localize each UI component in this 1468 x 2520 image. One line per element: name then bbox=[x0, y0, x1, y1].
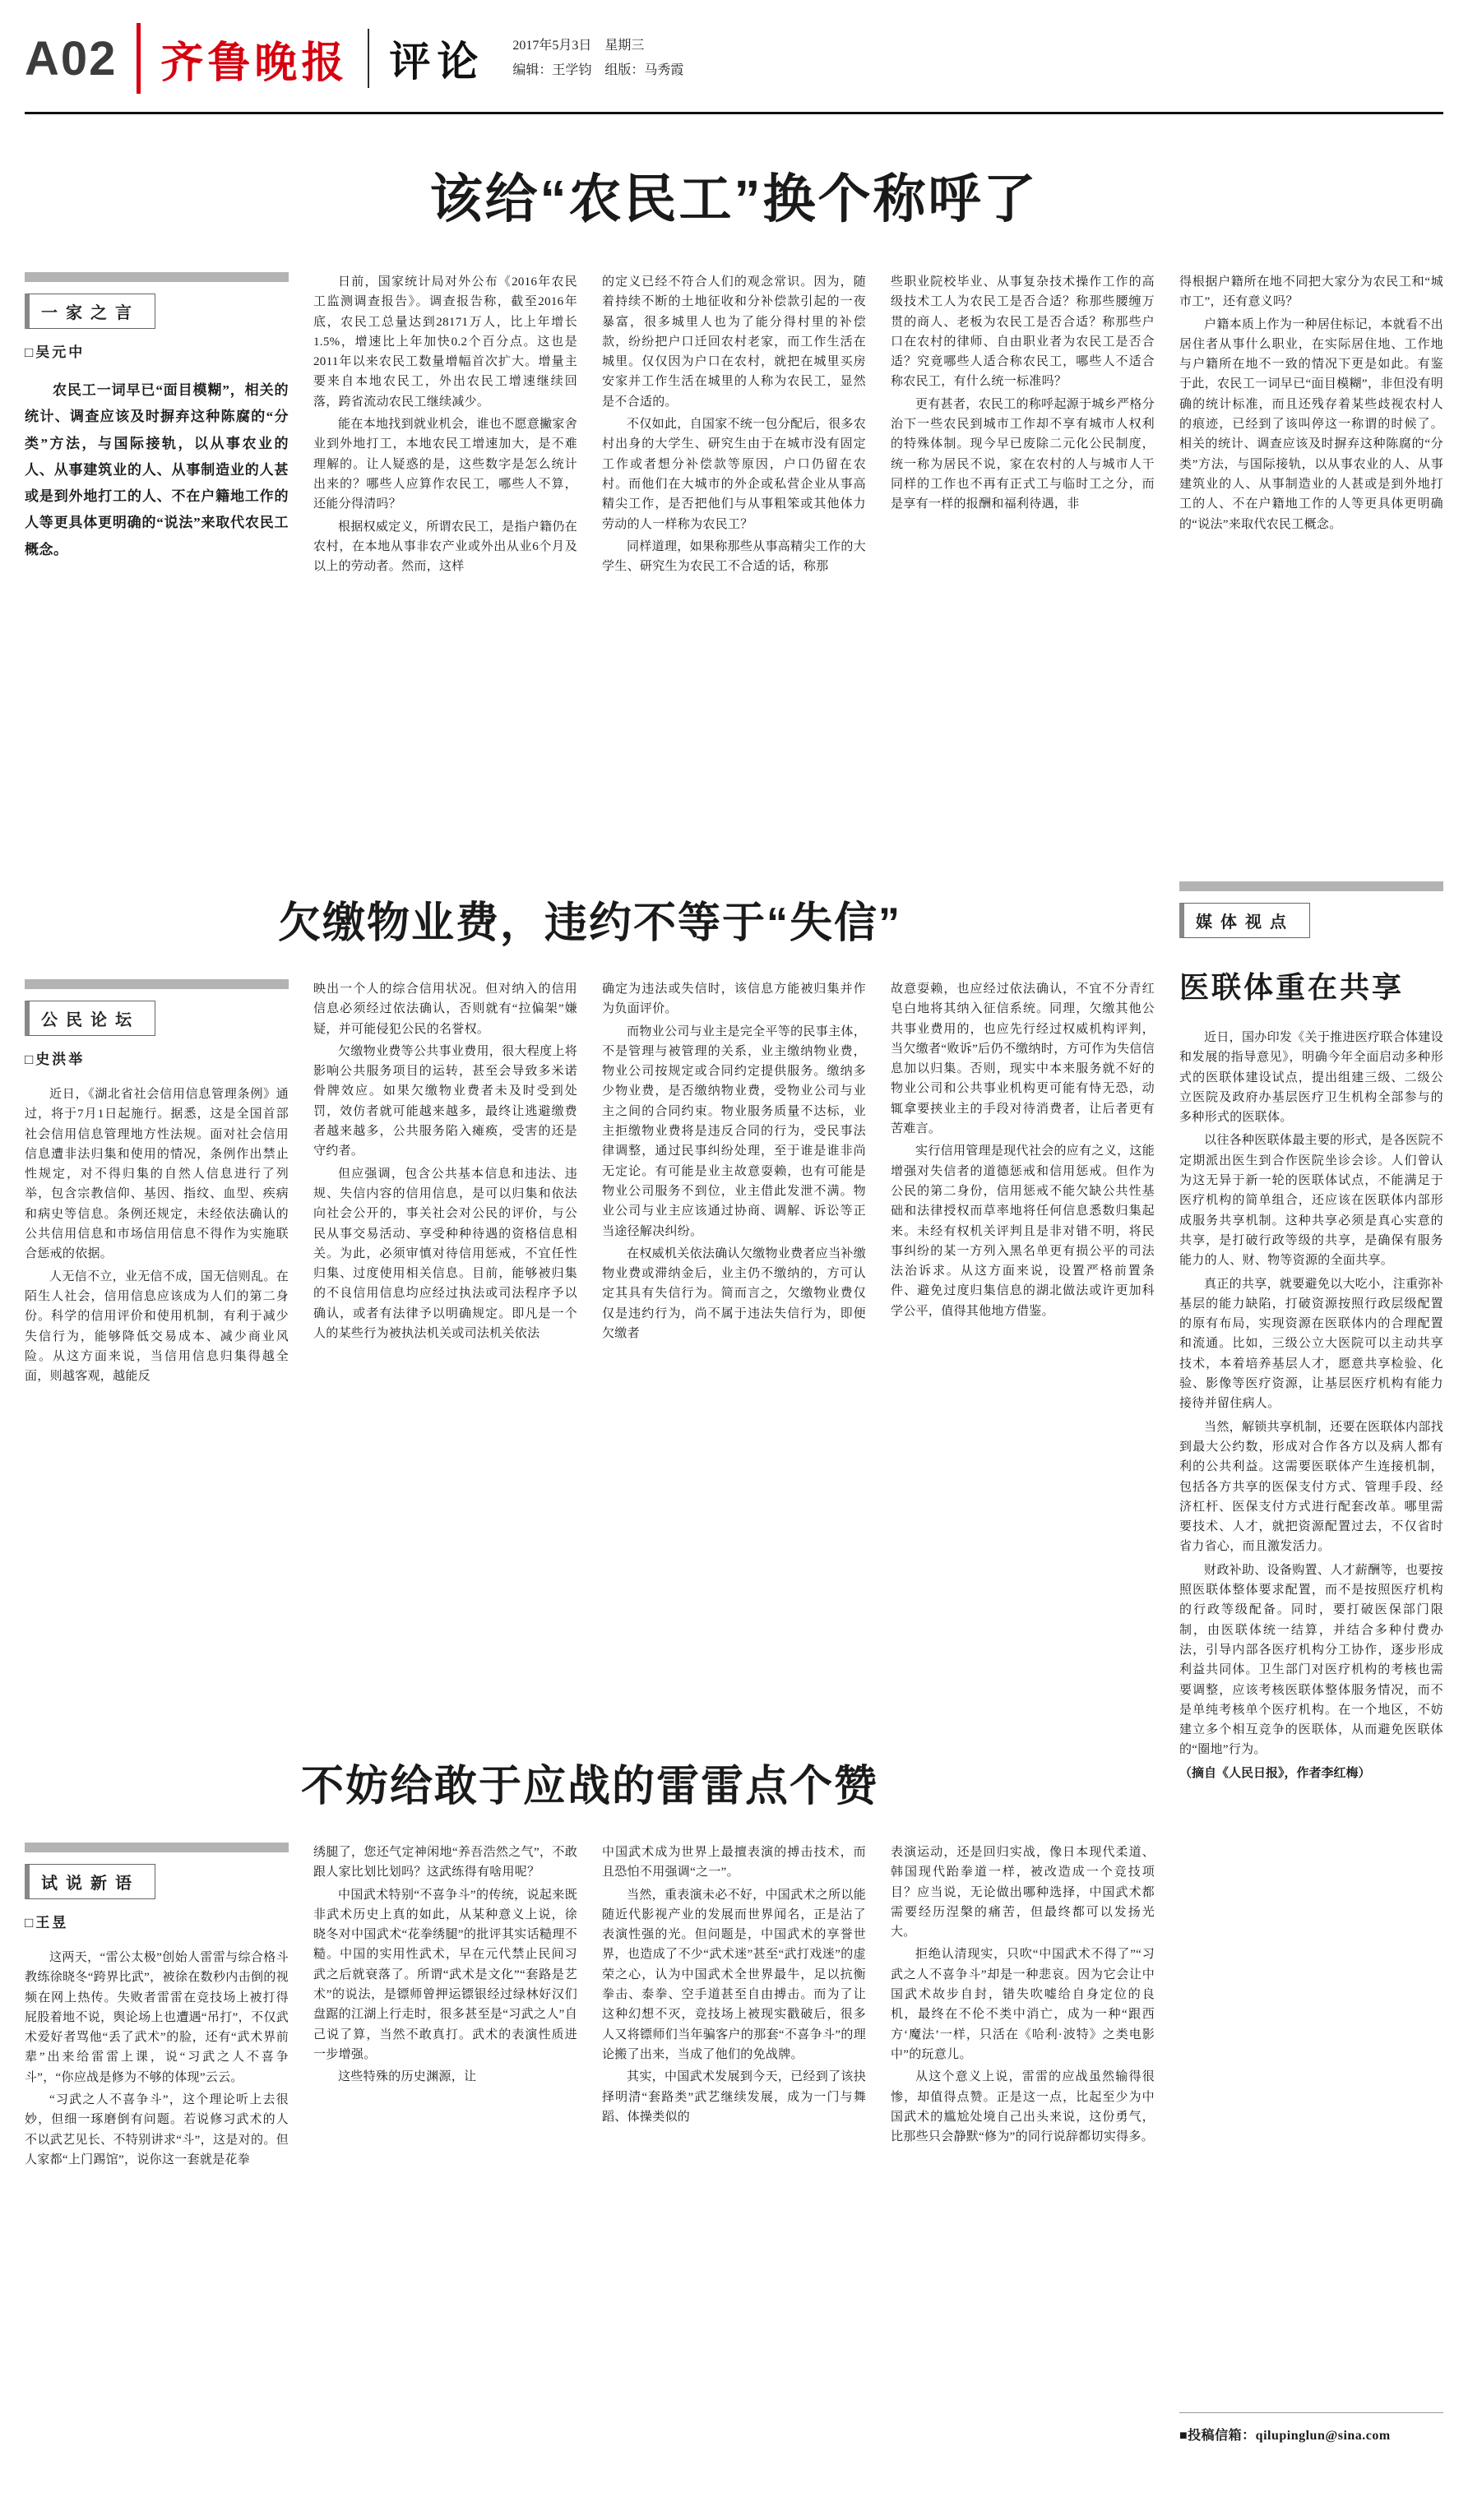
text-column bbox=[602, 979, 866, 1715]
middle-left bbox=[25, 881, 1155, 2444]
body-paragraph: 不仅如此，自国家不统一包分配后，很多农村出身的大学生、研究生由于在城市没有固定工作或者想分补偿款等原因，户口仍留在农村。而他们在大城市的外企或私营企业从事高精尖工作，是否把他们与从事粗笨或其他体力劳动的人一样称为农民工？ bbox=[602, 418, 866, 531]
label-bar bbox=[25, 272, 289, 282]
body-paragraph: 更有甚者，农民工的称呼起源于城乡严格分治下一些农民到城市工作却不享有城市人权利的特殊体制。现今早已废除二元化公民制度，统一称为居民不说，家在农村的人与城市人干同样的工作也不再有正式工与临时工之分，而是享有一样的报酬和福利待遇，非 bbox=[891, 397, 1155, 511]
label-bar bbox=[1179, 881, 1443, 891]
date-block bbox=[512, 34, 683, 84]
body-paragraph: 的定义已经不符合人们的观念常识。因为，随着持续不断的土地征收和分补偿款引起的一夜暴富，很多城里人也为了能分得村里的补偿款，纷纷把户口迁回农村老家，而工作生活在城里。仅仅因为户口在农村，就把在城里买房安家并工作生活在城里的人称为农民工，显然是不合适的。 bbox=[602, 275, 866, 409]
publish-date: 2017年5月3日 星期三 bbox=[512, 38, 645, 53]
newspaper-logo: 齐鲁晚报 bbox=[160, 39, 349, 87]
body-paragraph: 当然，解锁共享机制，还要在医联体内部找到最大公约数，形成对合作各方以及病人都有利的公共利益。这需要医联体产生连接机制，包括各方共享的医保支付方式、管理手段、经济杠杆、医保支付方式进行配套改革。哪里需要技术、人才，就把资源配置过去，不仅省时省力省心，而且激发活力。 bbox=[1179, 1420, 1443, 1554]
vertical-divider bbox=[368, 29, 369, 88]
article-columns bbox=[25, 272, 1443, 852]
body-paragraph: 日前，国家统计局对外公布《2016年农民工监测调查报告》。调查报告称，截至2016年底，农民工总量达到28171万人，比上年增长1.5%，增速比上年加快0.2个百分点。这也是2011年以来农民工数量增幅首次扩大。增量主要来自本地农民工，外出农民工增速继续回落，跨省流动农民工继续减少。 bbox=[313, 275, 577, 409]
article-migrant-workers bbox=[25, 114, 1443, 852]
body-paragraph: 拒绝认清现实，只吹“中国武术不得了”“习武之人不喜争斗”却是一种悲哀。因为它会让中国武术故步自封，错失吹嘘给自身定位的良机，最终在不伦不类中消亡，成为一种“跟西方‘魔法’一样，只活在《哈利·波特》之类电影中”的玩意儿。 bbox=[891, 1948, 1155, 2061]
red-divider bbox=[137, 23, 141, 94]
editors-line: 编辑：王学钧 组版：马秀霞 bbox=[512, 63, 684, 77]
source-attribution: （摘自《人民日报》，作者李红梅） bbox=[1179, 1766, 1371, 1780]
masthead bbox=[25, 0, 1443, 114]
section-title: 评论 bbox=[389, 39, 485, 85]
column-label-block bbox=[1179, 881, 1443, 938]
column-label: 试说新语 bbox=[25, 1864, 155, 1899]
body-paragraph: 实行信用管理是现代社会的应有之义，这能增强对失信者的道德惩戒和信用惩戒。但作为公民的第二身份，信用惩戒不能欠缺公共性基础和法律授权而草率地将任何信息悉数归集起来。未经有权机关评判且是非对错不明，将民事纠纷的某一方列入黑名单更有损公平的司法法治诉求。从这方面来说，设置严格前置条件、避免过度归集信息的湖北做法或许更加科学公平，值得其他地方借鉴。 bbox=[891, 1144, 1155, 1318]
text-column bbox=[1179, 272, 1443, 852]
author-byline: □史洪举 bbox=[25, 1052, 86, 1067]
text-column bbox=[25, 979, 289, 1715]
body-paragraph: 这些特殊的历史渊源，让 bbox=[338, 2070, 477, 2084]
intro-column bbox=[25, 272, 289, 852]
middle-zone bbox=[25, 881, 1443, 2444]
body-paragraph: 以往各种医联体最主要的形式，是各医院不定期派出医生到合作医院坐诊会诊。人们曾认为这无异于新一轮的医联体试点，不能满足于医疗机构的简单组合，还应该在医联体内部形成服务共享机制。这种共享必须是真心实意的共享，是打破行政等级的共享，是确保有服务能力的人、财、物等资源的全面共享。 bbox=[1179, 1134, 1443, 1268]
article-property-fees bbox=[25, 888, 1155, 1715]
body-paragraph: 故意耍赖，也应经过依法确认，不宜不分青红皂白地将其纳入征信系统。同理，欠缴其他公共事业费用的，也应先行经过权威机构评判，当欠缴者“败诉”后仍不缴纳时，方可作为失信信息加以归集。否则，现实中本来服务就不好的物业公司和公共事业机构更可能有恃无恐，动辄拿要挟业主的手段对待消费者，让后者更有苦难言。 bbox=[891, 983, 1155, 1136]
body-paragraph: 映出一个人的综合信用状况。但对纳入的信用信息必须经过依法确认，否则就有“拉偏架”嫌疑，并可能侵犯公民的名誉权。 bbox=[313, 983, 577, 1036]
media-viewpoint-column bbox=[1179, 881, 1443, 2444]
body-paragraph: 户籍本质上作为一种居住标记，本就看不出居住者从事什么职业，在实际居住地、工作地与户籍所在地不一致的情况下更是如此。有鉴于此，农民工一词早已“面目模糊”，非但没有明确的统计标准，而且还残存着某些歧视农村人的痕迹，已经到了该叫停这一称谓的时候了。相关的统计、调查应该及时摒弃这种陈腐的“分类”方法，与国际接轨，以从事农业的人、从事建筑业的人、从事制造业的人甚或是到外地打工的人、不在户籍地工作的人等更具体更明确的“说法”来取代农民工概念。 bbox=[1179, 317, 1443, 531]
text-column bbox=[891, 1843, 1155, 2381]
body-paragraph: 绣腿了，您还气定神闲地“养吾浩然之气”，不敢跟人家比划比划吗？这武练得有啥用呢？ bbox=[313, 1846, 577, 1880]
column-label-block bbox=[25, 272, 289, 329]
article-columns bbox=[25, 979, 1155, 1715]
body-paragraph: 欠缴物业费等公共事业费用，很大程度上将影响公共服务项目的运转，甚至会导致多米诺骨牌效应。如果欠缴物业费者未及时受到处罚，效仿者就可能越来越多，最终让逃避缴费者越来越多，公共服务陷入瘫痪，受害的还是守约者。 bbox=[313, 1044, 577, 1158]
page-number: A02 bbox=[25, 31, 118, 86]
submission-mailbox: ■投稿信箱：qilupinglun@sina.com bbox=[1179, 2412, 1443, 2444]
body-paragraph: “习武之人不喜争斗”，这个理论听上去很妙，但细一琢磨倒有问题。若说修习武术的人不以武艺见长、不特别讲求“斗”，这是对的。但人家都“上门踢馆”，说你这一套就是花拳 bbox=[25, 2093, 289, 2166]
body-paragraph: 中国武术成为世界上最擅表演的搏击技术，而且恐怕不用强调“之一”。 bbox=[602, 1846, 866, 1880]
article-headline: 医联体重在共享 bbox=[1179, 970, 1405, 1004]
body-paragraph: 而物业公司与业主是完全平等的民事主体，不是管理与被管理的关系，业主缴纳物业费，物业公司按规定或合同约定提供服务。缴纳多少物业费，是否缴纳物业费，受物业公司与业主之间的合同约束。物业服务质量不达标，业主拒缴物业费将是违反合同的行为，受民事法律调整，通过民事纠纷处理，至于谁是谁非尚无定论。有可能是业主故意耍赖，也有可能是物业公司服务不到位，业主借此发泄不满。物业公司与业主应该通过协商、调解、诉讼等正当途径解决纠纷。 bbox=[602, 1024, 866, 1238]
author-byline: □吴元中 bbox=[25, 344, 86, 360]
body-paragraph: 但应强调，包含公共基本信息和违法、违规、失信内容的信用信息，是可以归集和依法向社会公开的，事关社会对公民的评价，与公民从事交易活动、享受种种待遇的资格信息相关。为此，必须审慎对待信用惩戒，不宜任性归集、过度使用相关信息。目前，能够被归集的不良信用信息均应经过执法或司法程序予以确认，或者有法律予以明确规定。即凡是一个人的某些行为被执法机关或司法机关依法 bbox=[313, 1167, 577, 1341]
column-label: 媒体视点 bbox=[1179, 903, 1310, 938]
text-column bbox=[313, 272, 577, 852]
body-paragraph: 中国武术特别“不喜争斗”的传统，说起来既非武术历史上真的如此，从某种意义上说，徐晓冬对中国武术“花拳绣腿”的批评其实话糙理不糙。中国的实用性武术，早在元代禁止民间习武之后就衰落了。所谓“武术是文化”“套路是艺术”的说法，是镖师曾押运镖银经过绿林好汉们盘踞的江湖上行走时，很多甚至是“习武之人”自己说了算，当然不敢真打。武术的表演性质进一步增强。 bbox=[313, 1888, 577, 2061]
body-paragraph: 这两天，“雷公太极”创始人雷雷与综合格斗教练徐晓冬“跨界比武”，被徐在数秒内击倒的视频在网上热传。失败者雷雷在竞技场上被打得屁股着地不说，舆论场上也遭遇“吊打”，不仅武术爱好者骂他“丢了武术”的脸，还有“武术界前辈”出来给雷雷上课，说“习武之人不喜争斗”，“你应战是修为不够的体现”云云。 bbox=[25, 1951, 289, 2084]
body-paragraph: 财政补助、设备购置、人才薪酬等，也要按照医联体整体要求配置，而不是按照医疗机构的行政等级配备。同时，要打破医保部门限制，由医联体统一结算，并结合多种付费办法，引导内部各医疗机构分工协作，逐步形成利益共同体。卫生部门对医疗机构的考核也需要调整，应该考核医联体整体服务情况，而不是单纯考核单个医疗机构。在一个地区，不妨建立多个相互竞争的医联体，从而避免医联体的“圈地”行为。 bbox=[1179, 1563, 1443, 1757]
text-column bbox=[891, 979, 1155, 1715]
text-column bbox=[25, 1843, 289, 2381]
body-paragraph: 能在本地找到就业机会，谁也不愿意撇家舍业到外地打工，本地农民工增速加大，是不难理解的。让人疑惑的是，这些数字是怎么统计出来的？哪些人应算作农民工，哪些人不算，还能分得清吗？ bbox=[313, 418, 577, 511]
text-column bbox=[313, 1843, 577, 2381]
body-paragraph: 真正的共享，就要避免以大吃小，注重弥补基层的能力缺陷，打破资源按照行政层级配置的原有布局，实现资源在医联体内的合理配置和流通。比如，三级公立大医院可以主动共享技术，本着培养基层人才，愿意共享检验、化验、影像等医疗资源，让基层医疗机构有能力接待并留住病人。 bbox=[1179, 1277, 1443, 1411]
column-label: 一家之言 bbox=[25, 294, 155, 329]
label-bar bbox=[25, 979, 289, 989]
body-paragraph: 同样道理，如果称那些从事高精尖工作的大学生、研究生为农民工不合适的话，称那 bbox=[602, 539, 866, 574]
body-paragraph: 从这个意义上说，雷雷的应战虽然输得很惨，却值得点赞。正是这一点，比起至少为中国武术的尴尬处境自己出头来说，这份勇气，比那些只会静默“修为”的同行说辞都切实得多。 bbox=[891, 2070, 1155, 2144]
article-martial-arts bbox=[25, 1751, 1155, 2381]
column-label-block bbox=[25, 1843, 289, 1899]
body-paragraph: 确定为违法或失信时，该信息方能被归集并作为负面评价。 bbox=[602, 983, 866, 1016]
body-paragraph: 表演运动，还是回归实战，像日本现代柔道、韩国现代跆拳道一样，被改造成一个竞技项目？应当说，无论做出哪种选择，中国武术都需要经历涅槃的痛苦，但最终都可以发扬光大。 bbox=[891, 1846, 1155, 1940]
article-intro: 农民工一词早已“面目模糊”，相关的统计、调查应该及时摒弃这种陈腐的“分类”方法，与国际接轨，以从事农业的人、从事建筑业的人、从事制造业的人甚或是到外地打工的人、不在户籍地工作的人等更具体更明确的“说法”来取代农民工概念。 bbox=[25, 382, 289, 557]
label-bar bbox=[25, 1843, 289, 1852]
article-headline: 欠缴物业费，违约不等于“失信” bbox=[277, 899, 901, 947]
text-column bbox=[602, 1843, 866, 2381]
article-columns bbox=[25, 1843, 1155, 2381]
body-paragraph: 根据权威定义，所谓农民工，是指户籍仍在农村，在本地从事非农产业或外出从业6个月及以上的劳动者。然而，这样 bbox=[313, 520, 577, 574]
article-headline: 不妨给敢于应战的雷雷点个赞 bbox=[300, 1763, 878, 1810]
body-paragraph: 近日，《湖北省社会信用信息管理条例》通过，将于7月1日起施行。据悉，这是全国首部社会信用信息管理地方性法规。面对社会信用信息遭非法归集和使用的情况，条例作出禁止性规定，对不得归集的自然人信息进行了列举，包含宗教信仰、基因、指纹、血型、疾病和病史等信息。条例还规定，未经依法确认的公共信用信息和市场信用信息不得作为实施联合惩戒的依据。 bbox=[25, 1088, 289, 1261]
body-paragraph: 近日，国办印发《关于推进医疗联合体建设和发展的指导意见》，明确今年全面启动多种形式的医联体建设试点，提出组建三级、二级公立医院及政府办基层医疗卫生机构全部参与的多种形式的医联体。 bbox=[1179, 1031, 1443, 1125]
author-byline: □王昱 bbox=[25, 1915, 69, 1930]
text-column bbox=[313, 979, 577, 1715]
column-label: 公民论坛 bbox=[25, 1001, 155, 1036]
body-paragraph: 当然，重表演未必不好，中国武术之所以能随近代影视产业的发展而世界闻名，正是沾了表演性强的光。但问题是，中国武术的享誉世界，也造成了不少“武术迷”甚至“武打戏迷”的虚荣之心，认为中国武术全世界最牛，足以抗衡拳击、泰拳、空手道甚至自由搏击。而为了让这种幻想不灭，竞技场上被现实戳破后，很多人又将镖师们当年骗客户的那套“不喜争斗”的理论搬了出来，当成了他们的免战牌。 bbox=[602, 1888, 866, 2061]
text-column bbox=[891, 272, 1155, 852]
body-paragraph: 在权威机关依法确认欠缴物业费者应当补缴物业费或滞纳金后，业主仍不缴纳的，方可认定其具有失信行为。简而言之，欠缴物业费仅仅是违约行为，尚不属于违法失信行为，即便欠缴者 bbox=[602, 1246, 866, 1341]
column-label-block bbox=[25, 979, 289, 1036]
body-paragraph: 其实，中国武术发展到今天，已经到了该抉择明清“套路类”武艺继续发展，成为一门与舞蹈、体操类似的 bbox=[602, 2070, 866, 2124]
text-column bbox=[602, 272, 866, 852]
body-paragraph: 得根据户籍所在地不同把大家分为农民工和“城市工”，还有意义吗？ bbox=[1179, 275, 1443, 309]
body-paragraph: 些职业院校毕业、从事复杂技术操作工作的高级技术工人为农民工是否合适？称那些腰缠万贯的商人、老板为农民工是否合适？称那些户口在农村的律师、自由职业者为农民工是否合适？究竟哪些人适合称农民工，哪些人不适合称农民工，有什么统一标准吗？ bbox=[891, 275, 1155, 389]
body-paragraph: 人无信不立，业无信不成，国无信则乱。在陌生人社会，信用信息应该成为人们的第二身份。科学的信用评价和使用机制，有利于减少失信行为，能够降低交易成本、减少商业风险。从这方面来说，当信用信息归集得越全面，则越客观，越能反 bbox=[25, 1269, 289, 1384]
article-headline: 该给“农民工”换个称呼了 bbox=[429, 169, 1039, 229]
